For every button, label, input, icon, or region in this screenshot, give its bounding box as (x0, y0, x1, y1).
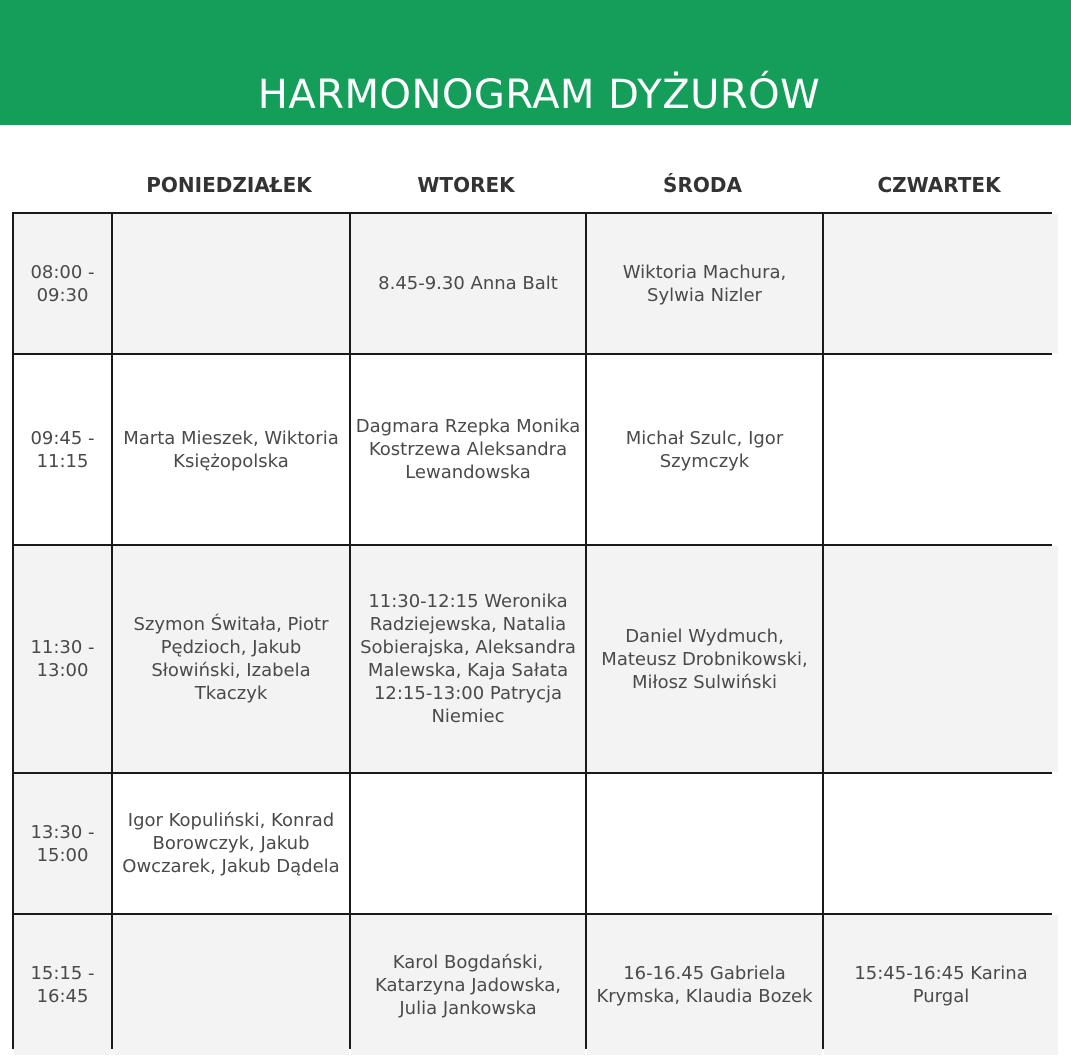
time-slot: 08:00 - 09:30 (14, 214, 111, 353)
schedule-cell: 8.45-9.30 Anna Balt (351, 214, 585, 353)
schedule-cell: Michał Szulc, Igor Szymczyk (587, 355, 822, 544)
schedule-cell (587, 774, 822, 913)
time-slot: 11:30 - 13:00 (14, 546, 111, 772)
day-header-tuesday: WTOREK (417, 173, 515, 197)
time-slot: 15:15 - 16:45 (14, 915, 111, 1055)
schedule-cell: Daniel Wydmuch, Mateusz Drobnikowski, Miłosz Sulwiński (587, 546, 822, 772)
day-header-monday: PONIEDZIAŁEK (146, 173, 312, 197)
day-header-wednesday: ŚRODA (663, 173, 742, 197)
schedule-cell: Wiktoria Machura, Sylwia Nizler (587, 214, 822, 353)
schedule-cell: Dagmara Rzepka Monika Kostrzewa Aleksandra Lewandowska (351, 355, 585, 544)
schedule-cell (824, 546, 1058, 772)
time-slot: 09:45 - 11:15 (14, 355, 111, 544)
schedule-cell (824, 214, 1058, 353)
schedule-cell: 11:30-12:15 Weronika Radziejewska, Natalia Sobierajska, Aleksandra Malewska, Kaja Sałata 12:15-13:00 Patrycja Niemiec (351, 546, 585, 772)
schedule-cell (113, 214, 349, 353)
title-banner (0, 0, 1071, 125)
schedule-cell: Igor Kopuliński, Konrad Borowczyk, Jakub Owczarek, Jakub Dądela (113, 774, 349, 913)
page-title: HARMONOGRAM DYŻURÓW (257, 72, 821, 118)
schedule-cell: 16-16.45 Gabriela Krymska, Klaudia Bozek (587, 915, 822, 1055)
schedule-cell: Szymon Świtała, Piotr Pędzioch, Jakub Słowiński, Izabela Tkaczyk (113, 546, 349, 772)
schedule-cell: 15:45-16:45 Karina Purgal (824, 915, 1058, 1055)
schedule-cell (824, 774, 1058, 913)
schedule-cell: Marta Mieszek, Wiktoria Księżopolska (113, 355, 349, 544)
schedule-cell (824, 355, 1058, 544)
day-header-thursday: CZWARTEK (877, 173, 1001, 197)
schedule-table (12, 212, 1052, 1049)
schedule-cell (113, 915, 349, 1055)
time-slot: 13:30 - 15:00 (14, 774, 111, 913)
schedule-cell (351, 774, 585, 913)
schedule-cell: Karol Bogdański, Katarzyna Jadowska, Julia Jankowska (351, 915, 585, 1055)
